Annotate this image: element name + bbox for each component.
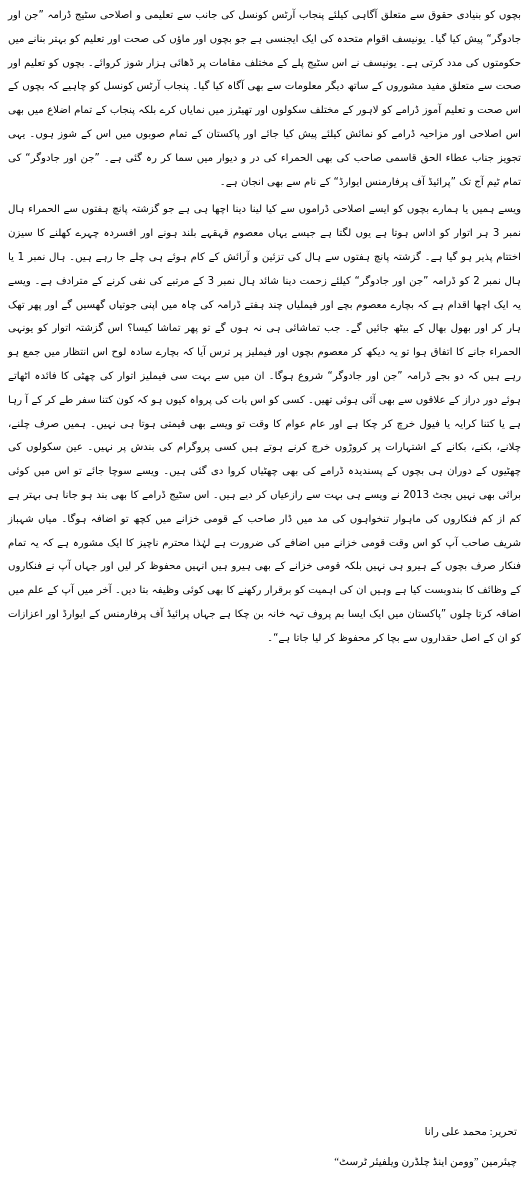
author-line: تحریر: محمد علی رانا (424, 1127, 517, 1138)
article-paragraph-1: بچوں کو بنیادی حقوق سے متعلق آگاہی کیلئے پنجاب آرٹس کونسل کی جانب سے تعلیمی و اصلاحی سٹیج ڈرامہ ”جن اور جادوگر“ پیش کیا گیا۔ یونیسف اقوام متحدہ کی ایک ایجنسی ہے جو بچوں اور ماؤں کی صحت اور تعلیم کو بہتر بنانے میں حکومتوں کی مدد کرتی ہے۔ یونیسف نے اس سٹیج پلے کے مختلف مقامات پر ڈھائی ہزار شوز کروائے۔ بچوں کو تعلیم اور صحت سے متعلق مفید مشوروں کے ساتھ دیگر معلومات سے بھی آگاہ کیا گیا۔ پنجاب آرٹس کونسل کو چاہیے کہ بچوں کے اس صحت و تعلیم آموز ڈرامے کو لاہور کے مختلف سکولوں اور تھیٹرز میں نمایاں کرے بلکہ پنجاب کے تمام اضلاع میں بھی اس اصلاحی اور مزاحیہ ڈرامے کو نمائش کیلئے پیش کیا جائے اور پاکستان کے تمام صوبوں میں اس کے شوز ہوں۔ یہی تجویز جناب عطاء الحق قاسمی صاحب کی بھی الحمراء کی در و دیوار میں سما کر رہ گئی ہے۔ ”جن اور جادوگر“ کی تمام ٹیم آج تک ”پرائیڈ آف پرفارمنس ایوارڈ“ کے نام سے بھی انجان ہے۔ (8, 10, 521, 188)
article-paragraph-2: ویسے ہمیں یا ہمارے بچوں کو ایسے اصلاحی ڈراموں سے کیا لینا دینا اچھا ہی ہے جو گزشتہ پانچ ہفتوں سے الحمراء ہال نمبر 3 ہر اتوار کو اداس ہوتا ہے یوں لگتا ہے جیسے یہاں معصوم قہقہے بلند ہونے اور افسردہ چہرے کھلنے کا سیزن اختتام پذیر ہو گیا ہے۔ گزشتہ پانچ ہفتوں سے ہال کی تزئین و آرائش کے کام ہوئے ہی چلے جا رہے ہیں۔ ہال نمبر 1 یا ہال نمبر 2 کو ڈرامہ ”جن اور جادوگر“ کیلئے زحمت دینا شائد ہال نمبر 3 کے مرتبے کی نفی کرنے کے مترادف ہے۔ ویسے یہ ایک اچھا اقدام ہے کہ بچارے معصوم بچے اور فیملیاں چند ہفتے ڈرامہ کی چاہ میں اپنی جوتیاں گھسیں گے اور پھر تھک ہار کر اور بھول بھال کے بیٹھ جائیں گے۔ جب تماشائی ہی نہ ہوں گے تو پھر تماشا کیسا؟ اس گزشتہ اتوار کو یونہی الحمراء جانے کا اتفاق ہوا تو یہ دیکھ کر معصوم بچوں اور فیملیز پر ترس آیا کہ بچارے سادہ لوح اس انتظار میں جمع ہو رہے ہیں کہ دو بجے ڈرامہ ”جن اور جادوگر“ شروع ہوگا۔ ان میں سے بہت سی فیملیز اتوار کی چھٹی کا فائدہ اٹھاتے ہوئے دور دراز کے علاقوں سے بھی آئی ہوئی تھیں۔ کسی کو اس بات کی پرواہ کیوں ہو کہ کون کتنا سفر طے کر کے آ رہا ہے یا کتنا کرایہ یا فیول خرچ کر چکا ہے اور عام عوام کا وقت تو ویسے بھی قیمتی ہوتا ہی نہیں۔ ہمیں صرف چلنے، چلانے، بکنے، بکانے کے اشتہارات پر کروڑوں خرچ کرنے ہوتے ہیں کسی پروگرام کی بندش پر نہیں۔ عین سکولوں کی چھٹیوں کے دوران ہی بچوں کے پسندیدہ ڈرامے کی بھی چھٹیاں کروا دی گئی ہیں۔ ویسے سوچا جائے تو اس میں کوئی برائی بھی نہیں بجٹ 2013 نے ویسے ہی بہت سے رازعیاں کر دیے ہیں۔ اس سٹیج ڈرامے کا بھی بند ہو جانا ہی بہتر ہے کم از کم فنکاروں کی ماہوار تنخواہوں کی مد میں ڈار صاحب کے قومی خزانے میں کچھ تو اضافہ ہوگا۔ میاں شہباز شریف صاحب آپ کو اس وقت قومی خزانے میں اضافے کی ضرورت ہے لہٰذا محترم ناچیز کا ایک مشورہ ہے کہ یہ تمام فنکار صرف بچوں کے ہیرو ہی نہیں بلکہ قومی خزانے کے بھی ہیرو ہیں انہیں محفوظ کر لیں اور جہاں آپ نے فنکاروں کے وظائف کا بندوبست کیا ہے وہیں ان کی اہمیت کو برقرار رکھنے کا بھی کوئی وظیفہ بتا دیں۔ آخر میں آپ کے علم میں اضافہ کرتا چلوں ”پاکستان میں ایک ایسا بم پروف تہہ خانہ بن چکا ہے جہاں پرائیڈ آف پرفارمنس کے ایوارڈ اور اعزازات کو ان کے اصل حقداروں سے بچا کر محفوظ کر لیا جاتا ہے“۔ (8, 204, 522, 644)
byline (334, 1118, 517, 1178)
affiliation-line: چیئرمین ”وومن اینڈ چلڈرن ویلفیئر ٹرسٹ“ (334, 1157, 517, 1168)
